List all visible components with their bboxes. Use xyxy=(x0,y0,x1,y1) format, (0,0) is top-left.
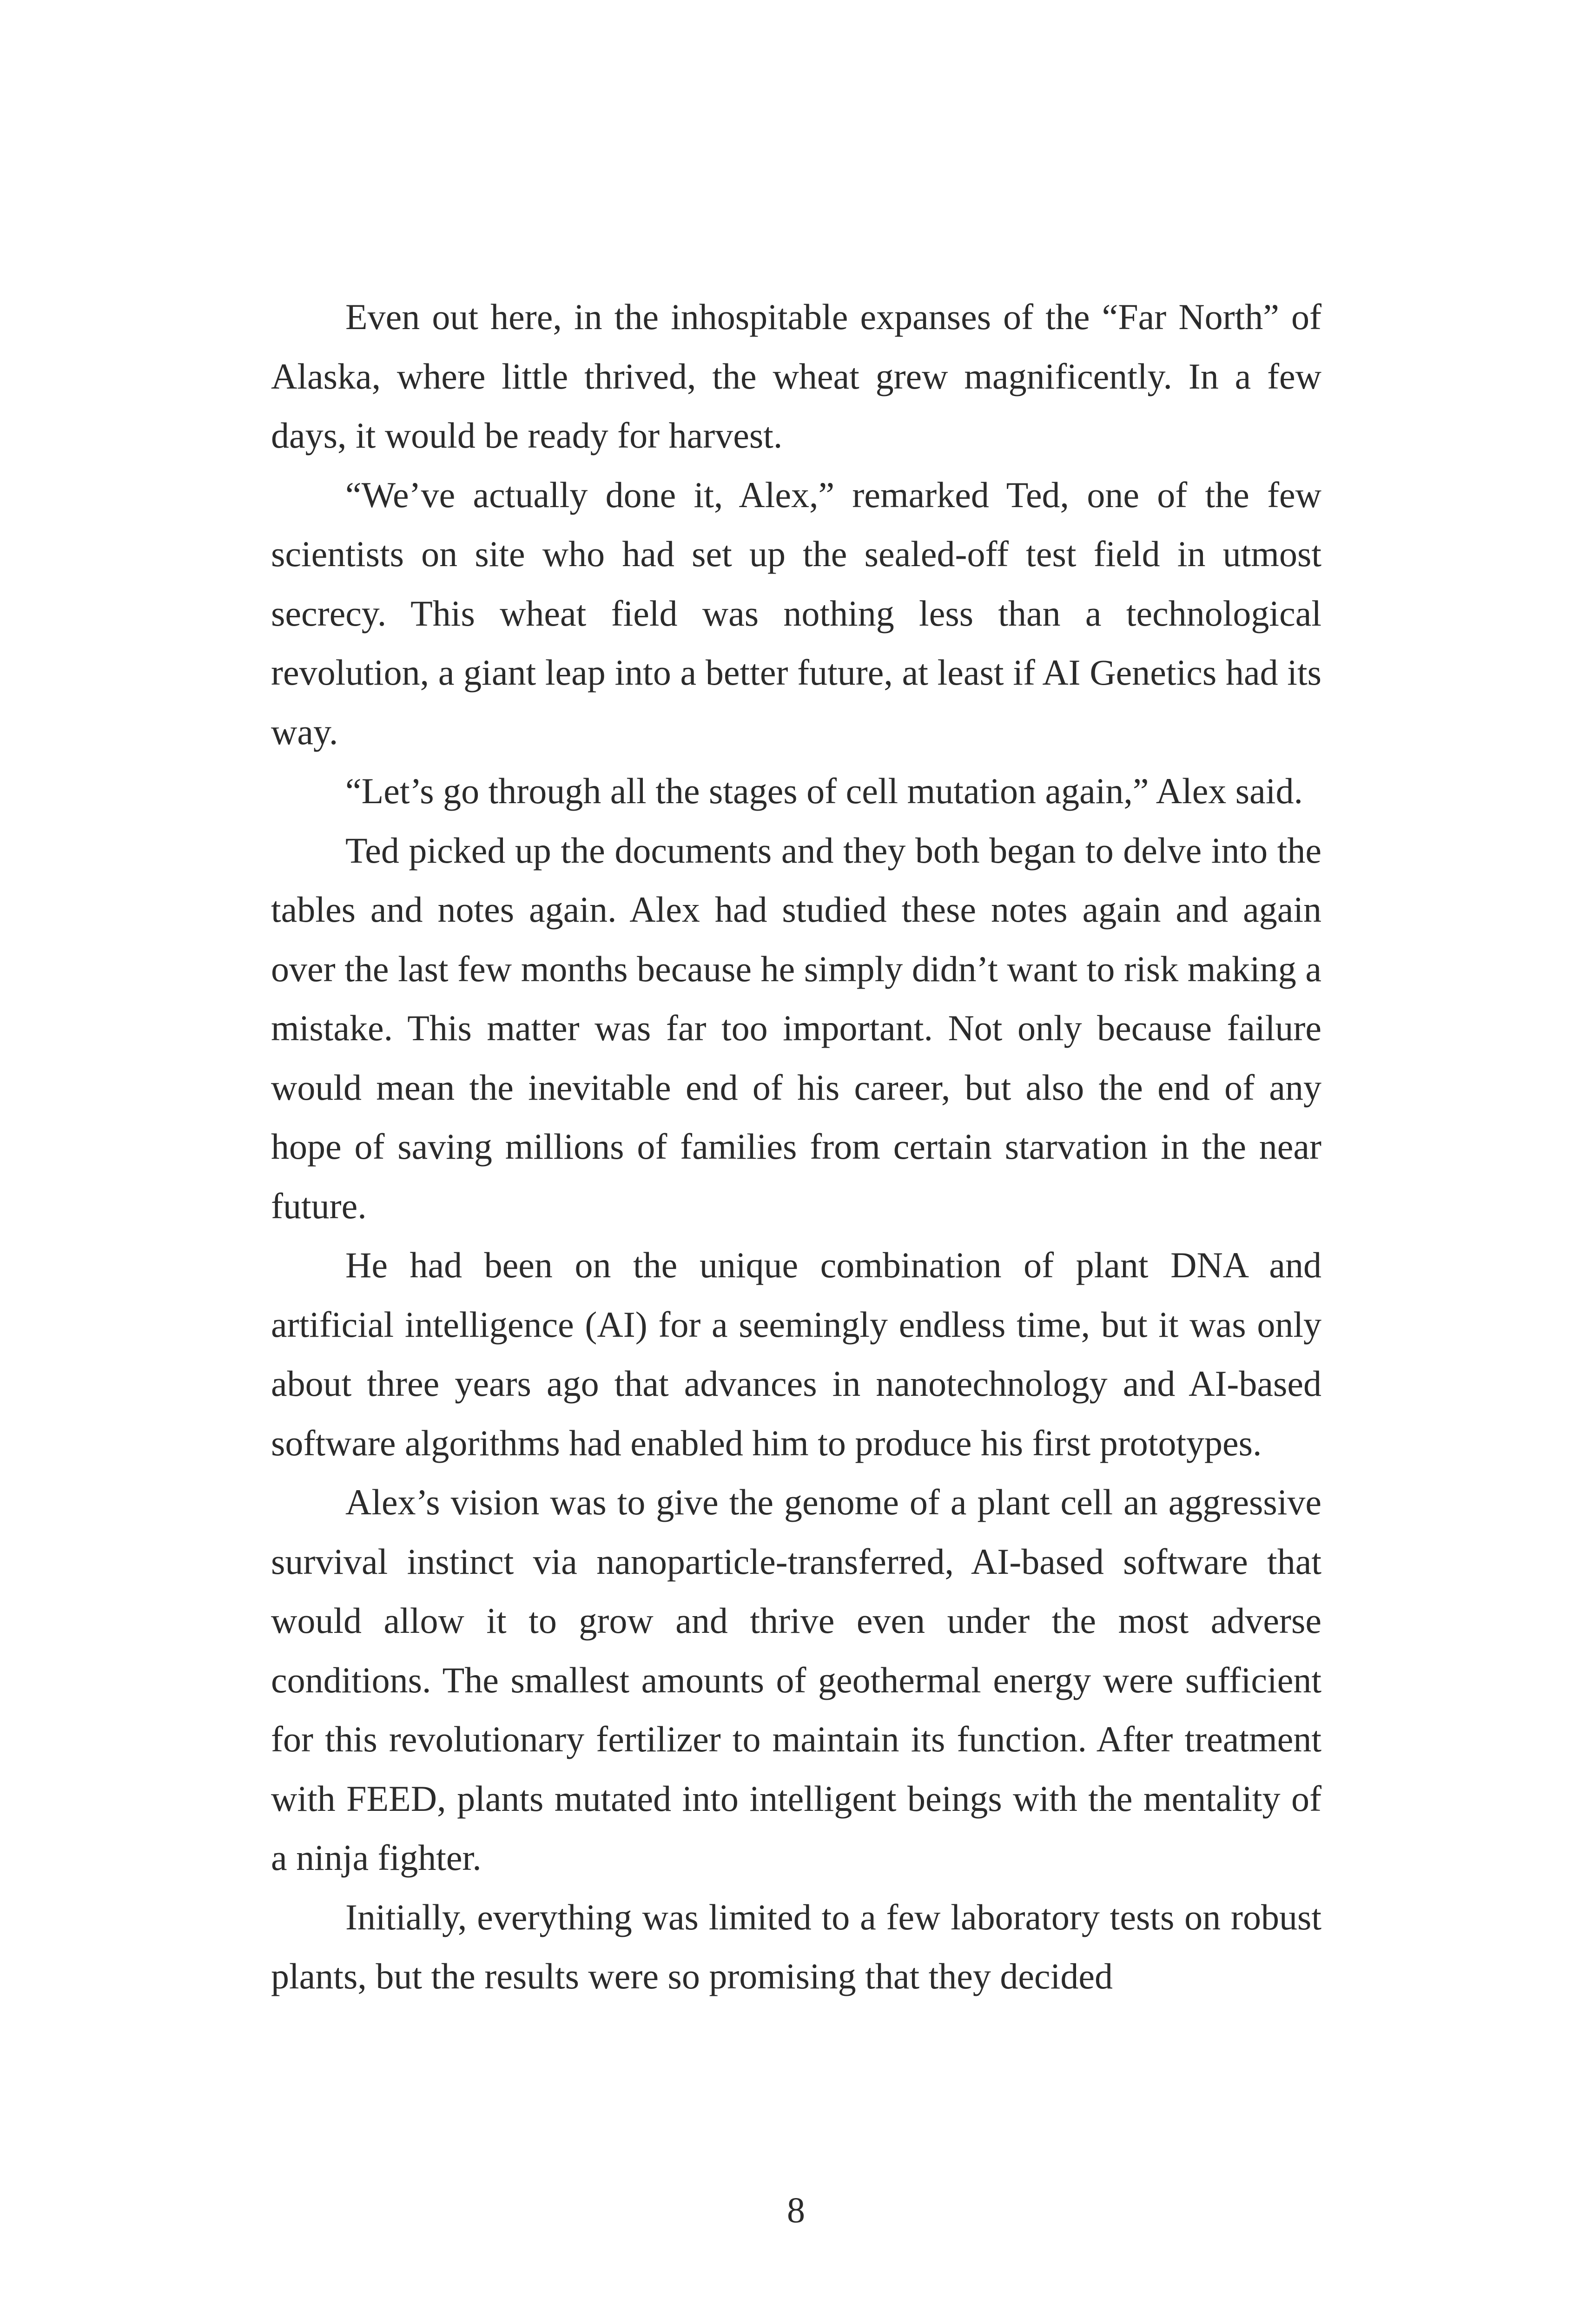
paragraph-3: “Let’s go through all the stages of cell mutation again,” Alex said. xyxy=(345,771,1303,811)
paragraph-5: He had been on the unique combination of plant DNA and artificial intelligence (AI) for a seemingly endless time, but it was only about three years ago that advances in nanotechnology and AI-based software algorithms had enabled him to produce his first prototypes. xyxy=(271,1245,1321,1463)
body-text xyxy=(271,287,1321,2006)
paragraph-4: Ted picked up the documents and they both began to delve into the tables and notes again. Alex had studied these notes again and again over the last few months because he simply didn’t want to risk making a mistake. This matter was far too important. Not only because failure would mean the inevitable end of his career, but also the end of any hope of saving millions of families from certain starvation in the near future. xyxy=(271,830,1321,1226)
paragraph-1: Even out here, in the inhospitable expanses of the “Far North” of Alaska, where little thrived, the wheat grew magnificently. In a few days, it would be ready for harvest. xyxy=(271,297,1321,456)
paragraph-6: Alex’s vision was to give the genome of a plant cell an aggressive survival instinct via nanoparticle-transferred, AI-based software that would allow it to grow and thrive even under the most adverse conditions. The smallest amounts of geothermal energy were sufficient for this revolutionary fertilizer to maintain its function. After treatment with FEED, plants mutated into intelligent beings with the mentality of a ninja fighter. xyxy=(271,1482,1321,1878)
page-number: 8 xyxy=(787,2190,805,2230)
paragraph-7: Initially, everything was limited to a few laboratory tests on robust plants, but the results were so promising that they decided xyxy=(271,1896,1321,1996)
paragraph-2: “We’ve actually done it, Alex,” remarked Ted, one of the few scientists on site who had set up the sealed-off test field in utmost secrecy. This wheat field was nothing less than a technological revolution, a giant leap into a better future, at least if AI Genetics had its way. xyxy=(271,474,1321,752)
